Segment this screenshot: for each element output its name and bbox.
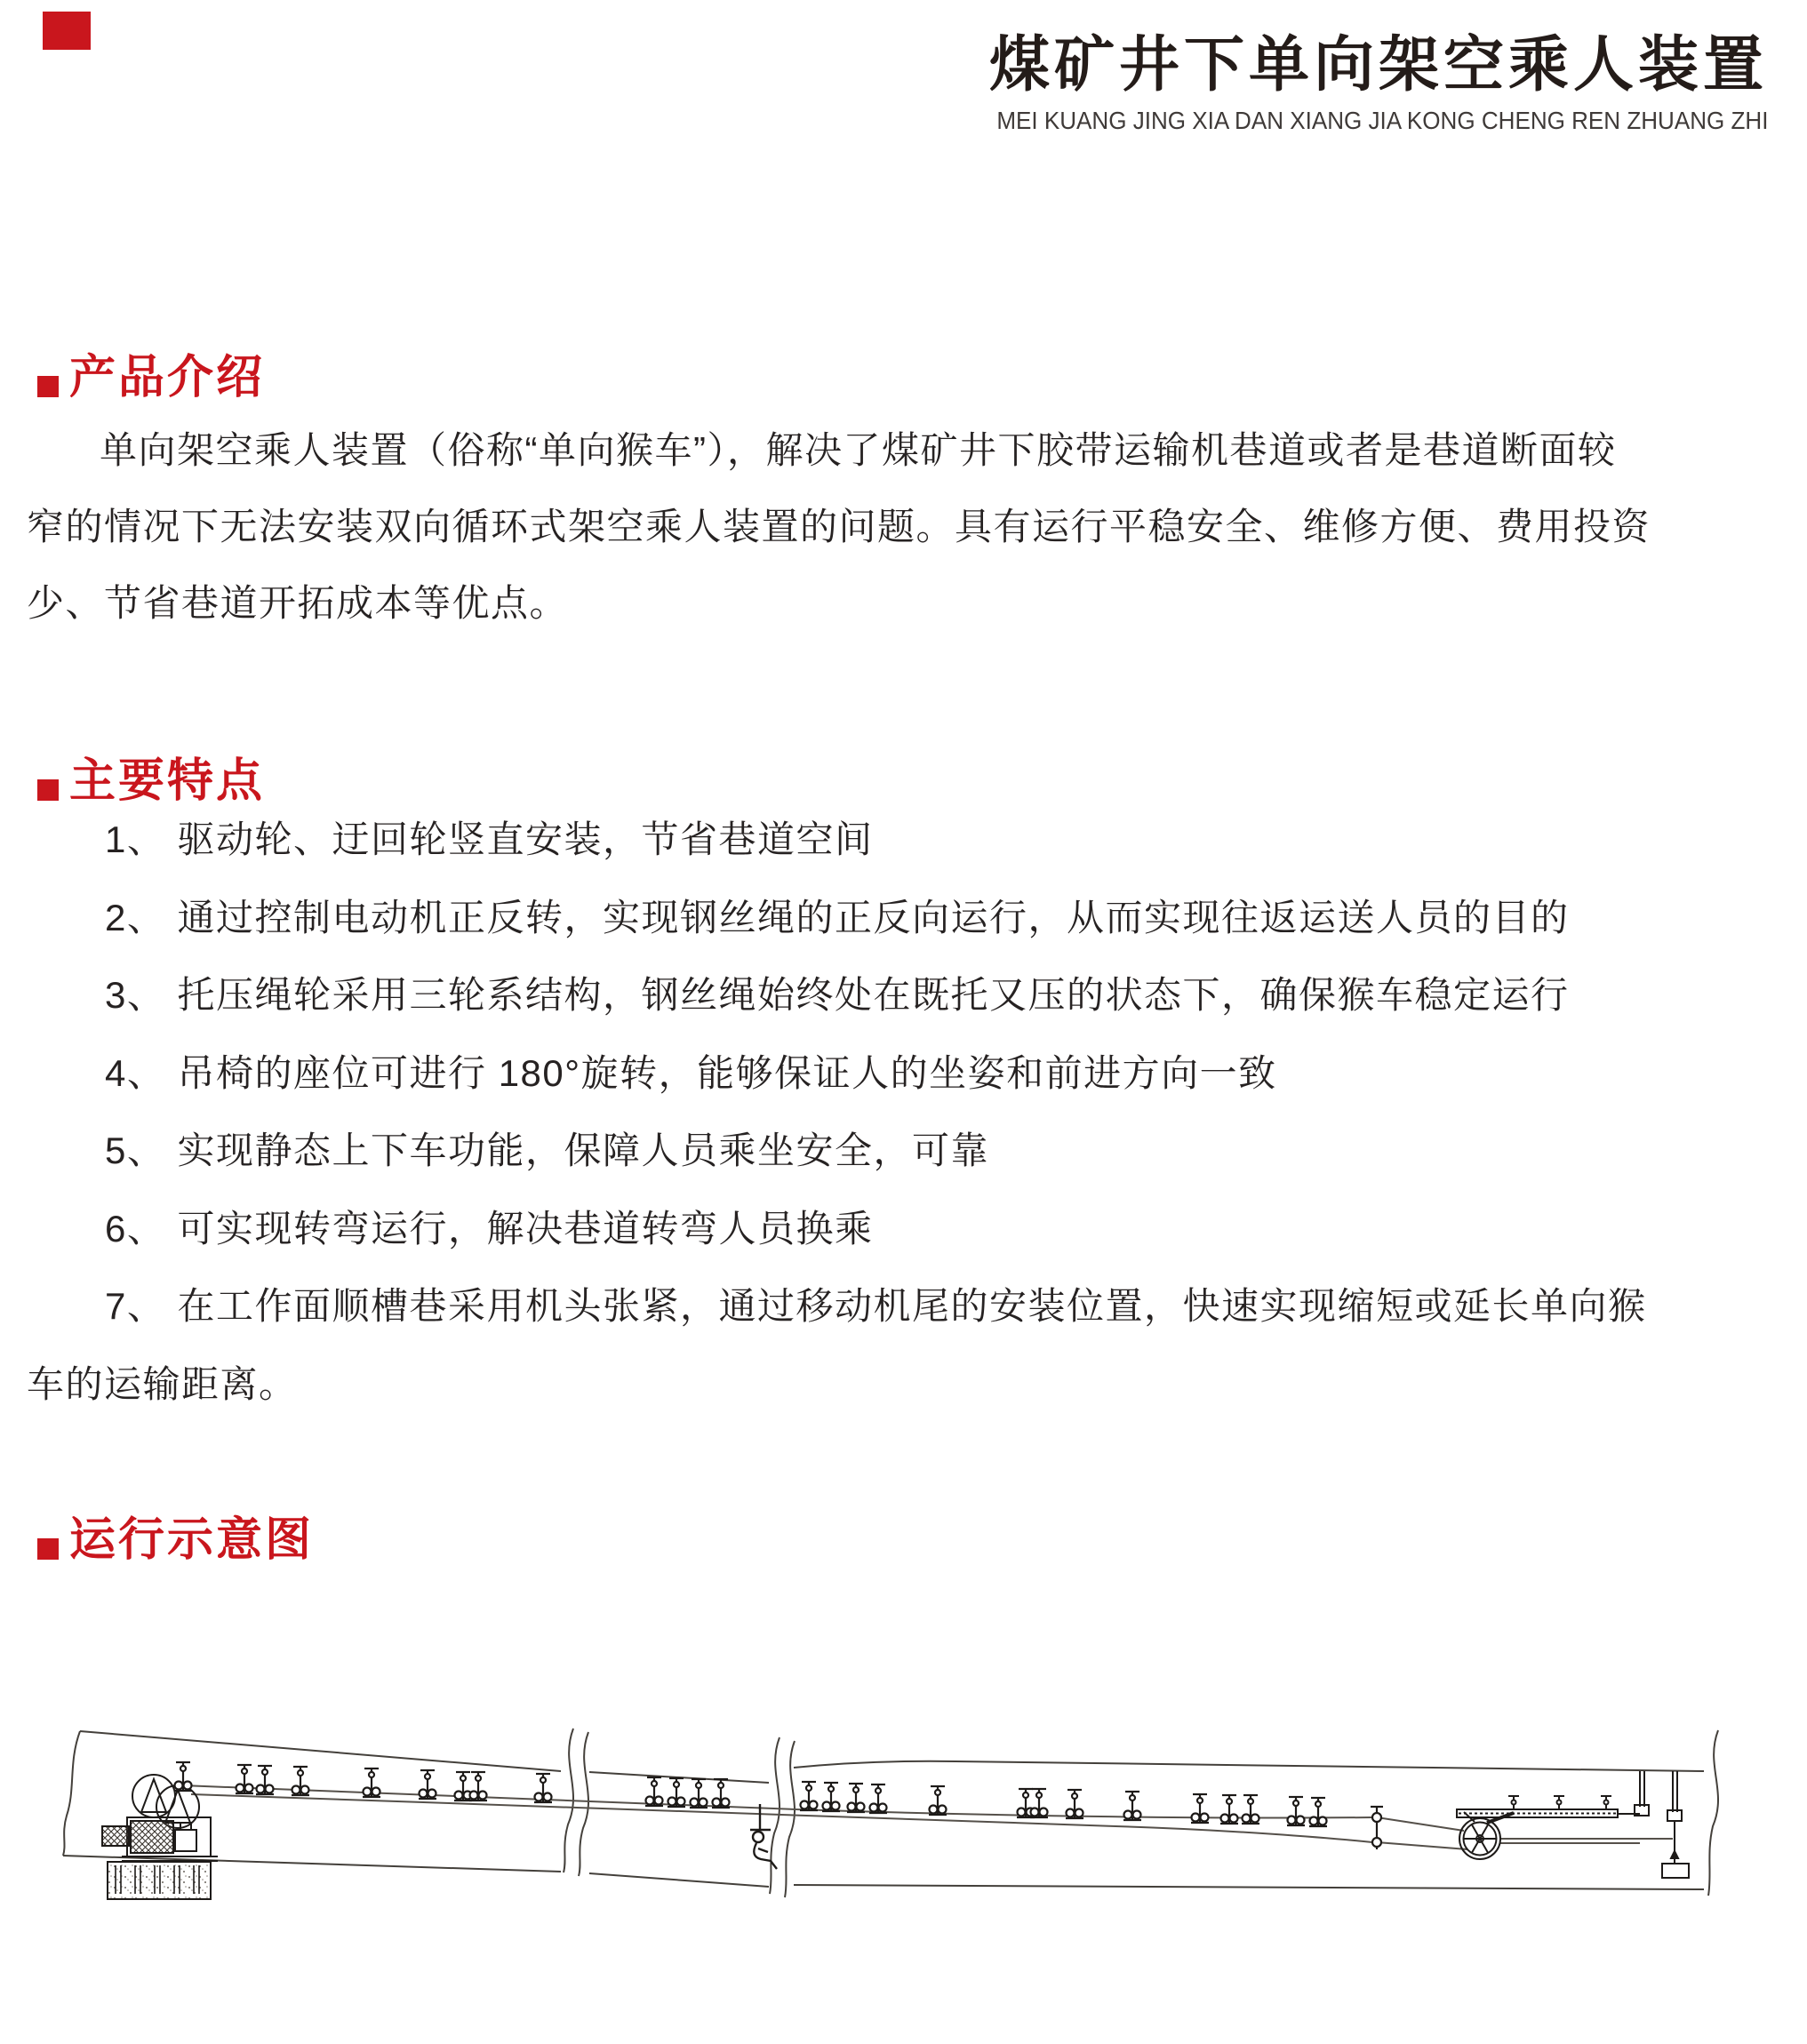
tension-pulley-post: [1371, 1807, 1383, 1849]
feature-item-4: 4、 吊椅的座位可进行 180°旋转，能够保证人的坐姿和前进方向一致: [105, 1051, 1277, 1094]
feature-item-6: 6、 可实现转弯运行，解决巷道转弯人员换乘: [105, 1207, 874, 1250]
anchor-rods-counterweight: [1635, 1771, 1689, 1878]
section-title: 运行示意图: [69, 1514, 315, 1566]
page-title: 煤矿井下单向架空乘人装置: [988, 31, 1768, 99]
page-header: [939, 32, 1768, 135]
feature-item-2: 2、 通过控制电动机正反转，实现钢丝绳的正反向运行，从而实现往返运送人员的目的: [105, 896, 1570, 938]
section-heading-product-intro: [37, 354, 265, 403]
paragraph-line: 少、节省巷道开拓成本等优点。: [27, 582, 569, 624]
return-wheel-station: [1457, 1796, 1640, 1859]
section-heading-operation-diagram: [37, 1516, 314, 1565]
section-heading-main-features: [37, 757, 265, 806]
section-title: 主要特点: [69, 755, 266, 807]
corner-accent-square: [43, 12, 91, 50]
tunnel-ropeway-drawing: [49, 1682, 1729, 1904]
drive-station: [102, 1775, 218, 1899]
feature-item-7-wrap: 车的运输距离。: [27, 1362, 298, 1405]
red-square-bullet-icon: [37, 376, 59, 397]
red-square-bullet-icon: [37, 779, 59, 801]
feature-list: [27, 801, 1791, 1423]
red-square-bullet-icon: [37, 1538, 59, 1560]
paragraph-line: 窄的情况下无法安装双向循环式架空乘人装置的问题。具有运行平稳安全、维修方便、费用投资: [27, 506, 1651, 547]
feature-item-7: 7、 在工作面顺槽巷采用机头张紧，通过移动机尾的安装位置，快速实现缩短或延长单向猴: [105, 1285, 1647, 1327]
operation-schematic-diagram: [49, 1682, 1729, 1904]
paragraph-line: 单向架空乘人装置（俗称“单向猴车”），解决了煤矿井下胶带运输机巷道或者是巷道断面较: [100, 429, 1617, 471]
feature-item-5: 5、 实现静态上下车功能，保障人员乘坐安全，可靠: [105, 1130, 990, 1171]
wire-rope: [182, 1785, 1673, 1849]
feature-item-1: 1、 驱动轮、迂回轮竖直安装，节省巷道空间: [105, 818, 874, 860]
product-intro-paragraph: [27, 412, 1782, 642]
feature-item-3: 3、 托压绳轮采用三轮系结构，钢丝绳始终处在既托又压的状态下，确保猴车稳定运行: [105, 974, 1570, 1016]
page-subtitle-pinyin: MEI KUANG JING XIA DAN XIANG JIA KONG CHENG REN ZHUANG ZHI: [995, 106, 1768, 134]
section-title: 产品介绍: [69, 352, 266, 403]
